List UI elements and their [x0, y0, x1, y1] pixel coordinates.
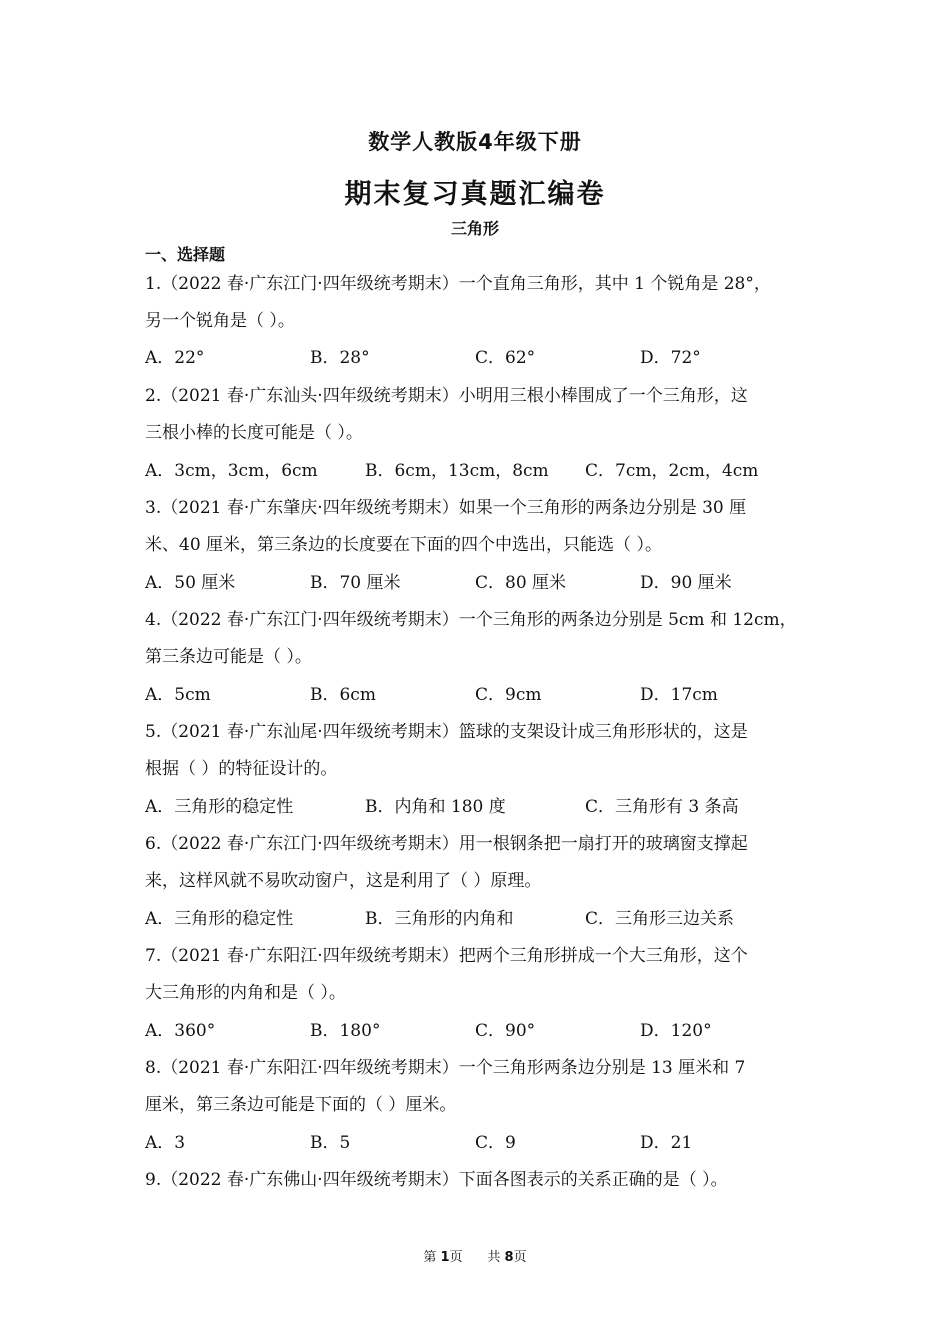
question-6-option-c: C．三角形三边关系: [585, 909, 735, 929]
question-1-line-2: 另一个锐角是（ ）。: [145, 311, 295, 331]
question-2-options: [145, 460, 815, 482]
question-7-option-c: C．90°: [475, 1021, 536, 1041]
question-8-line-2: 厘米，第三条边可能是下面的（ ）厘米。: [145, 1095, 457, 1115]
total-prefix: 共: [487, 1250, 505, 1265]
question-5-line-1: 5.（2021 春·广东汕尾·四年级统考期末）篮球的支架设计成三角形形状的，这是: [145, 722, 748, 742]
question-4-line-2: 第三条边可能是（ ）。: [145, 647, 312, 667]
question-7-option-d: D．120°: [640, 1021, 712, 1041]
question-7-line-1: 7.（2021 春·广东阳江·四年级统考期末）把两个三角形拼成一个大三角形，这个: [145, 946, 748, 966]
question-8-option-a: A．3: [145, 1133, 186, 1153]
question-8-option-c: C．9: [475, 1133, 516, 1153]
question-3-options: [145, 572, 815, 594]
question-3-option-b: B．70 厘米: [310, 573, 401, 593]
total-suffix: 页: [513, 1250, 527, 1265]
page-number: 1: [440, 1250, 450, 1265]
question-6-options: [145, 908, 815, 930]
question-7-line-2: 大三角形的内角和是（ ）。: [145, 983, 346, 1003]
question-3-option-c: C．80 厘米: [475, 573, 567, 593]
question-5-line-2: 根据（ ）的特征设计的。: [145, 759, 338, 779]
question-4-options: [145, 684, 815, 706]
page-footer: [0, 1246, 950, 1265]
question-6-line-1: 6.（2022 春·广东江门·四年级统考期末）用一根钢条把一扇打开的玻璃窗支撑起: [145, 834, 748, 854]
question-8-option-d: D．21: [640, 1133, 693, 1153]
total-pages: 8: [504, 1250, 514, 1265]
question-1-option-c: C．62°: [475, 348, 536, 368]
question-8-options: [145, 1132, 815, 1154]
question-6-option-a: A．三角形的稳定性: [145, 909, 294, 929]
question-4-line-1: 4.（2022 春·广东江门·四年级统考期末）一个三角形的两条边分别是 5cm 和 12cm，: [145, 610, 797, 630]
question-4-option-a: A．5cm: [145, 685, 211, 705]
document-title: 数学人教版4年级下册: [368, 130, 582, 154]
page-prefix: 第: [423, 1250, 441, 1265]
question-1-option-b: B．28°: [310, 348, 370, 368]
section-heading: 一、选择题: [145, 245, 226, 264]
document-subtitle: 期末复习真题汇编卷: [344, 179, 606, 210]
question-1-options: [145, 347, 815, 369]
question-7-options: [145, 1020, 815, 1042]
question-5-option-c: C．三角形有 3 条高: [585, 797, 739, 817]
document-topic: 三角形: [450, 219, 499, 238]
question-3-line-1: 3.（2021 春·广东肇庆·四年级统考期末）如果一个三角形的两条边分别是 30 厘: [145, 498, 747, 518]
question-2-option-a: A．3cm，3cm，6cm: [145, 461, 318, 481]
question-4-option-c: C．9cm: [475, 685, 542, 705]
question-4-option-d: D．17cm: [640, 685, 718, 705]
question-4-option-b: B．6cm: [310, 685, 376, 705]
question-8-line-1: 8.（2021 春·广东阳江·四年级统考期末）一个三角形两条边分别是 13 厘米和 7: [145, 1058, 746, 1078]
page-suffix: 页: [449, 1250, 463, 1265]
question-9-line-1: 9.（2022 春·广东佛山·四年级统考期末）下面各图表示的关系正确的是（ ）。: [145, 1170, 728, 1190]
question-6-line-2: 来，这样风就不易吹动窗户，这是利用了（ ）原理。: [145, 871, 542, 891]
question-3-line-2: 米、40 厘米，第三条边的长度要在下面的四个中选出，只能选（ ）。: [145, 535, 662, 555]
question-2-line-2: 三根小棒的长度可能是（ ）。: [145, 423, 363, 443]
question-2-line-1: 2.（2021 春·广东汕头·四年级统考期末）小明用三根小棒围成了一个三角形，这: [145, 386, 748, 406]
question-5-option-a: A．三角形的稳定性: [145, 797, 294, 817]
question-2-option-c: C．7cm，2cm，4cm: [585, 461, 759, 481]
question-5-options: [145, 796, 815, 818]
question-6-option-b: B．三角形的内角和: [365, 909, 514, 929]
question-1-option-a: A．22°: [145, 348, 205, 368]
question-3-option-a: A．50 厘米: [145, 573, 236, 593]
question-7-option-a: A．360°: [145, 1021, 216, 1041]
question-1-line-1: 1.（2022 春·广东江门·四年级统考期末）一个直角三角形，其中 1 个锐角是 28°，: [145, 274, 771, 294]
question-2-option-b: B．6cm，13cm，8cm: [365, 461, 549, 481]
question-8-option-b: B．5: [310, 1133, 351, 1153]
question-7-option-b: B．180°: [310, 1021, 381, 1041]
question-1-option-d: D．72°: [640, 348, 701, 368]
question-3-option-d: D．90 厘米: [640, 573, 732, 593]
question-5-option-b: B．内角和 180 度: [365, 797, 506, 817]
